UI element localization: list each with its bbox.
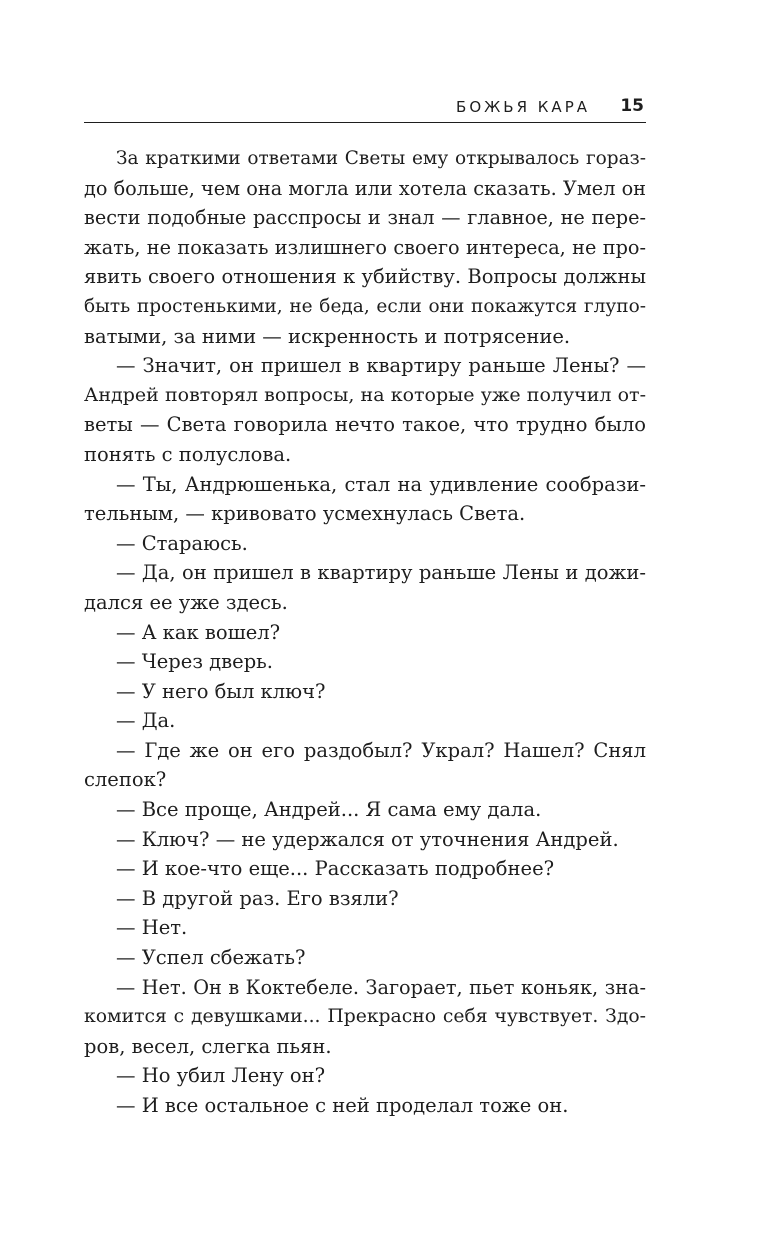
text-line: — Где же он его раздобыл? Украл? Нашел? Снял: [116, 738, 646, 762]
text-line: — Но убил Лену он?: [116, 1064, 326, 1088]
text-line: — Да, он пришел в квартиру раньше Лены и дожи-: [116, 561, 646, 585]
text-line: — И кое-что еще... Рассказать подробнее?: [116, 857, 555, 881]
text-line: слепок?: [84, 768, 167, 792]
text-line: Андрей повторял вопросы, на которые уже получил от-: [84, 383, 646, 406]
page-number: 15: [620, 96, 644, 116]
text-line: дался ее уже здесь.: [84, 590, 288, 614]
text-line: — Все проще, Андрей... Я сама ему дала.: [116, 798, 542, 822]
text-line: — Значит, он пришел в квартиру раньше Лены? —: [116, 354, 646, 378]
text-line: ватыми, за ними — искренность и потрясение.: [84, 324, 571, 348]
text-line: быть простенькими, не беда, если они покажутся глупо-: [84, 295, 646, 317]
text-line: — Да.: [116, 709, 176, 733]
text-body: [84, 144, 646, 1121]
text-line: жать, не показать излишнего своего интереса, не про-: [84, 235, 646, 259]
text-line: комится с девушками... Прекрасно себя чувствует. Здо-: [84, 1006, 646, 1028]
text-line: — И все остальное с ней проделал тоже он.: [116, 1094, 569, 1117]
text-line: — У него был ключ?: [116, 679, 326, 703]
text-line: — В другой раз. Его взяли?: [116, 886, 399, 910]
text-line: За краткими ответами Светы ему открывалось гораз-: [116, 148, 646, 169]
text-line: — Ты, Андрюшенька, стал на удивление сообрази-: [116, 472, 646, 496]
text-line: — Нет.: [116, 916, 188, 940]
text-line: — Успел сбежать?: [116, 946, 306, 970]
text-line: ров, весел, слегка пьян.: [84, 1034, 332, 1058]
text-line: — Нет. Он в Коктебеле. Загорает, пьет коньяк, зна-: [116, 975, 646, 999]
text-line: веты — Света говорила нечто такое, что трудно было: [84, 413, 646, 437]
text-line: до больше, чем она могла или хотела сказать. Умел он: [84, 176, 646, 200]
text-line: — Через дверь.: [116, 650, 273, 674]
text-line: — Стараюсь.: [116, 531, 248, 555]
text-line: — А как вошел?: [116, 620, 281, 644]
text-line: — Ключ? — не удержался от уточнения Андрей.: [116, 827, 619, 851]
text-line: понять с полуслова.: [84, 442, 292, 466]
text-line: тельным, — кривовато усмехнулась Света.: [84, 502, 526, 526]
running-header: [84, 92, 646, 123]
text-line: явить своего отношения к убийству. Вопросы должны: [84, 265, 646, 289]
text-line: вести подобные расспросы и знал — главное, не пере-: [84, 206, 646, 230]
running-title: БОЖЬЯ КАРА: [456, 98, 590, 116]
